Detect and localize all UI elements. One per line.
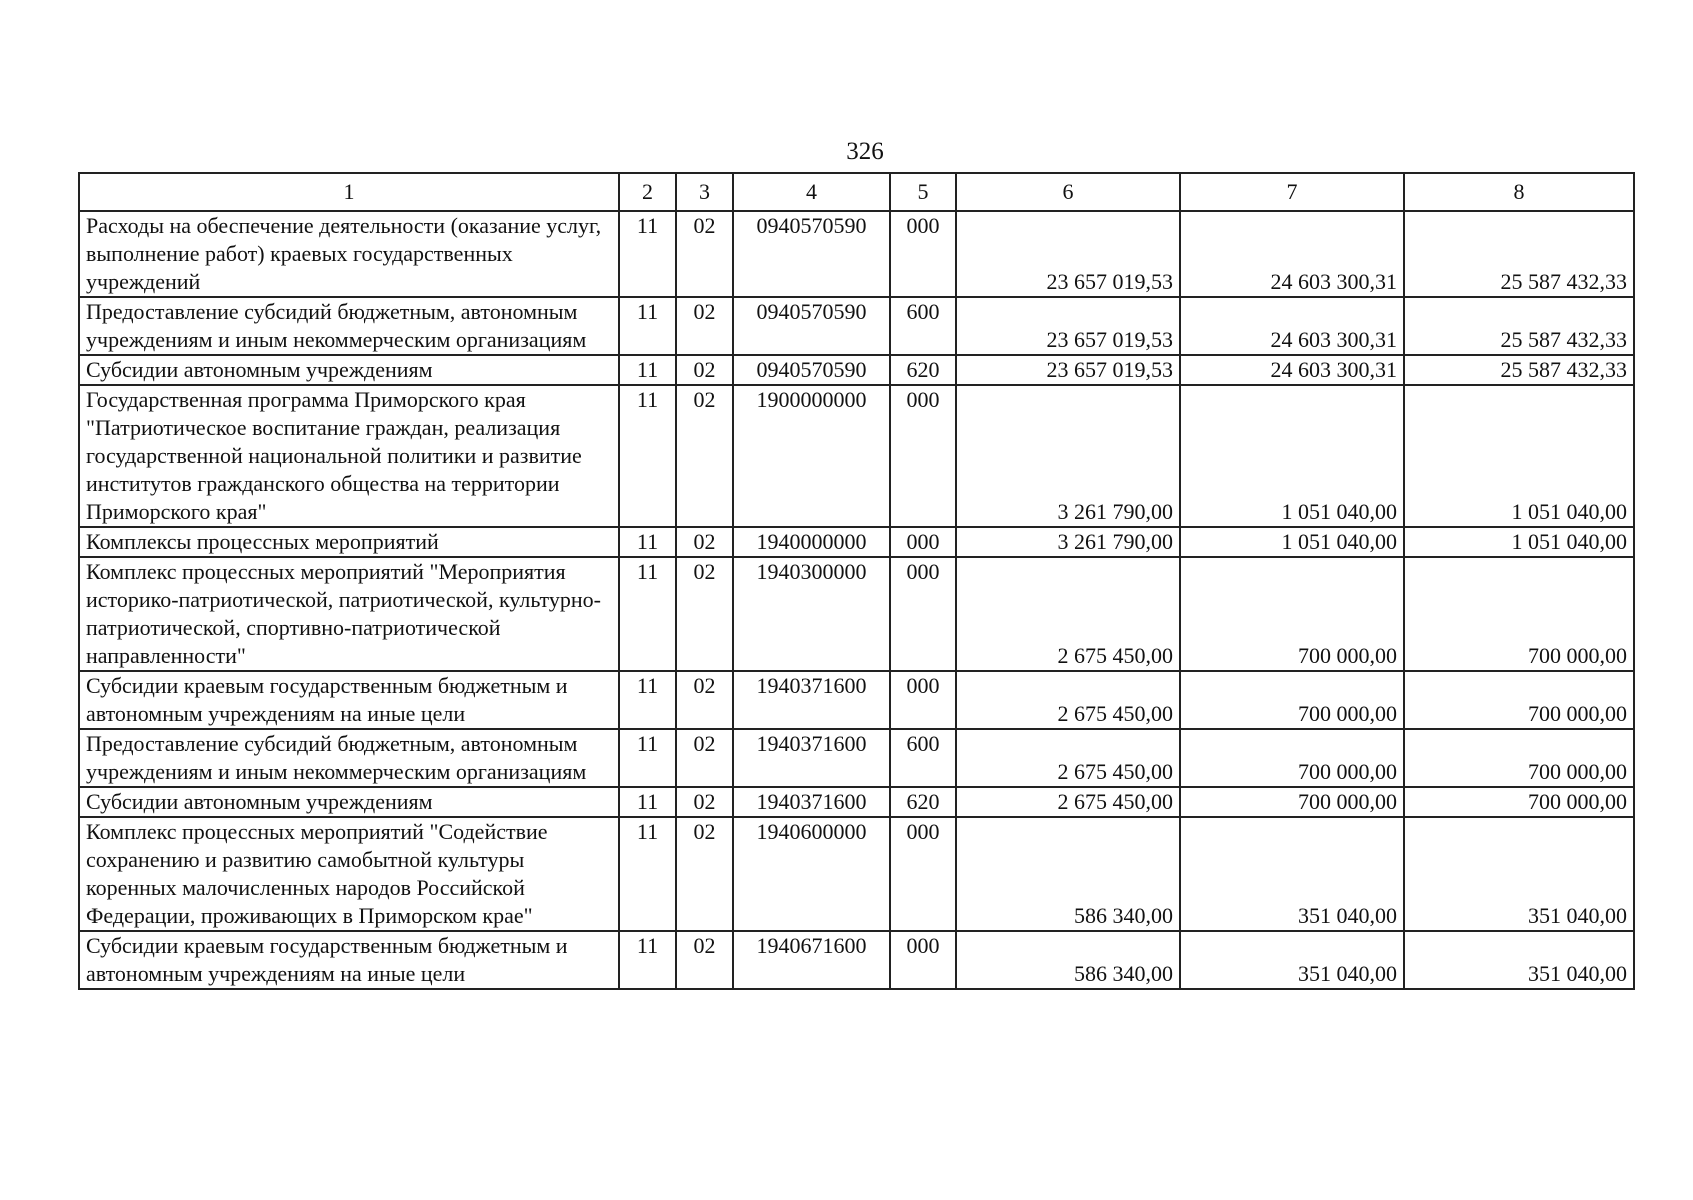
- column-header: 3: [676, 173, 733, 211]
- table-row: [79, 527, 1634, 557]
- row-name: Расходы на обеспечение деятельности (оказание услуг, выполнение работ) краевых государственных учреждений: [79, 211, 619, 297]
- subsection-code: 02: [676, 527, 733, 557]
- target-article-code: 1940371600: [733, 787, 890, 817]
- amount-col7: 700 000,00: [1180, 557, 1404, 671]
- subsection-code: 02: [676, 297, 733, 355]
- amount-col6: 2 675 450,00: [956, 787, 1180, 817]
- amount-col6: 586 340,00: [956, 817, 1180, 931]
- table-row: [79, 385, 1634, 527]
- expense-type-code: 600: [890, 729, 956, 787]
- subsection-code: 02: [676, 211, 733, 297]
- amount-col8: 25 587 432,33: [1404, 297, 1634, 355]
- amount-col8: 25 587 432,33: [1404, 355, 1634, 385]
- target-article-code: 1940371600: [733, 729, 890, 787]
- target-article-code: 1940000000: [733, 527, 890, 557]
- table-row: [79, 931, 1634, 989]
- section-code: 11: [619, 671, 676, 729]
- expense-type-code: 000: [890, 385, 956, 527]
- row-name: Комплексы процессных мероприятий: [79, 527, 619, 557]
- amount-col7: 351 040,00: [1180, 931, 1404, 989]
- amount-col8: 351 040,00: [1404, 817, 1634, 931]
- amount-col8: 700 000,00: [1404, 671, 1634, 729]
- row-name: Субсидии автономным учреждениям: [79, 355, 619, 385]
- subsection-code: 02: [676, 729, 733, 787]
- amount-col8: 1 051 040,00: [1404, 385, 1634, 527]
- subsection-code: 02: [676, 385, 733, 527]
- column-header: 8: [1404, 173, 1634, 211]
- expense-type-code: 000: [890, 527, 956, 557]
- section-code: 11: [619, 297, 676, 355]
- row-name: Субсидии краевым государственным бюджетным и автономным учреждениям на иные цели: [79, 931, 619, 989]
- amount-col7: 700 000,00: [1180, 671, 1404, 729]
- row-name: Государственная программа Приморского края "Патриотическое воспитание граждан, реализация государственной национальной политики и развитие институтов гражданского общества на территории Приморского края": [79, 385, 619, 527]
- amount-col7: 24 603 300,31: [1180, 355, 1404, 385]
- expense-type-code: 620: [890, 787, 956, 817]
- amount-col8: 700 000,00: [1404, 787, 1634, 817]
- page-number: 326: [846, 138, 884, 165]
- amount-col8: 25 587 432,33: [1404, 211, 1634, 297]
- amount-col7: 700 000,00: [1180, 729, 1404, 787]
- section-code: 11: [619, 527, 676, 557]
- amount-col6: 23 657 019,53: [956, 211, 1180, 297]
- table-header-row: [79, 173, 1634, 211]
- amount-col7: 24 603 300,31: [1180, 211, 1404, 297]
- table-row: [79, 297, 1634, 355]
- column-header: 4: [733, 173, 890, 211]
- expense-type-code: 000: [890, 211, 956, 297]
- amount-col6: 2 675 450,00: [956, 729, 1180, 787]
- subsection-code: 02: [676, 355, 733, 385]
- expense-type-code: 600: [890, 297, 956, 355]
- table-row: [79, 817, 1634, 931]
- target-article-code: 1940671600: [733, 931, 890, 989]
- target-article-code: 1940300000: [733, 557, 890, 671]
- expense-type-code: 000: [890, 817, 956, 931]
- amount-col6: 3 261 790,00: [956, 527, 1180, 557]
- table-row: [79, 211, 1634, 297]
- target-article-code: 1900000000: [733, 385, 890, 527]
- section-code: 11: [619, 385, 676, 527]
- section-code: 11: [619, 817, 676, 931]
- column-header: 1: [79, 173, 619, 211]
- amount-col8: 700 000,00: [1404, 729, 1634, 787]
- table-row: [79, 355, 1634, 385]
- section-code: 11: [619, 355, 676, 385]
- target-article-code: 1940371600: [733, 671, 890, 729]
- expense-type-code: 000: [890, 671, 956, 729]
- target-article-code: 0940570590: [733, 297, 890, 355]
- column-header: 5: [890, 173, 956, 211]
- row-name: Субсидии краевым государственным бюджетным и автономным учреждениям на иные цели: [79, 671, 619, 729]
- amount-col7: 351 040,00: [1180, 817, 1404, 931]
- section-code: 11: [619, 931, 676, 989]
- amount-col8: 1 051 040,00: [1404, 527, 1634, 557]
- amount-col6: 3 261 790,00: [956, 385, 1180, 527]
- budget-table: [78, 172, 1635, 990]
- table-row: [79, 557, 1634, 671]
- amount-col6: 23 657 019,53: [956, 355, 1180, 385]
- amount-col6: 2 675 450,00: [956, 557, 1180, 671]
- column-header: 7: [1180, 173, 1404, 211]
- row-name: Комплекс процессных мероприятий "Содействие сохранению и развитию самобытной культуры коренных малочисленных народов Российской Федерации, проживающих в Приморском крае": [79, 817, 619, 931]
- section-code: 11: [619, 729, 676, 787]
- amount-col8: 351 040,00: [1404, 931, 1634, 989]
- subsection-code: 02: [676, 817, 733, 931]
- section-code: 11: [619, 787, 676, 817]
- target-article-code: 0940570590: [733, 355, 890, 385]
- subsection-code: 02: [676, 787, 733, 817]
- amount-col6: 23 657 019,53: [956, 297, 1180, 355]
- amount-col7: 700 000,00: [1180, 787, 1404, 817]
- row-name: Предоставление субсидий бюджетным, автономным учреждениям и иным некоммерческим организациям: [79, 729, 619, 787]
- section-code: 11: [619, 211, 676, 297]
- table-row: [79, 729, 1634, 787]
- amount-col6: 586 340,00: [956, 931, 1180, 989]
- expense-type-code: 000: [890, 931, 956, 989]
- table-row: [79, 671, 1634, 729]
- expense-type-code: 000: [890, 557, 956, 671]
- amount-col6: 2 675 450,00: [956, 671, 1180, 729]
- column-header: 2: [619, 173, 676, 211]
- amount-col7: 1 051 040,00: [1180, 385, 1404, 527]
- row-name: Предоставление субсидий бюджетным, автономным учреждениям и иным некоммерческим организациям: [79, 297, 619, 355]
- amount-col7: 1 051 040,00: [1180, 527, 1404, 557]
- row-name: Комплекс процессных мероприятий "Мероприятия историко-патриотической, патриотической, культурно-патриотической, спортивно-патриотической направленности": [79, 557, 619, 671]
- subsection-code: 02: [676, 671, 733, 729]
- subsection-code: 02: [676, 557, 733, 671]
- section-code: 11: [619, 557, 676, 671]
- table-row: [79, 787, 1634, 817]
- amount-col8: 700 000,00: [1404, 557, 1634, 671]
- expense-type-code: 620: [890, 355, 956, 385]
- target-article-code: 1940600000: [733, 817, 890, 931]
- subsection-code: 02: [676, 931, 733, 989]
- column-header: 6: [956, 173, 1180, 211]
- amount-col7: 24 603 300,31: [1180, 297, 1404, 355]
- target-article-code: 0940570590: [733, 211, 890, 297]
- row-name: Субсидии автономным учреждениям: [79, 787, 619, 817]
